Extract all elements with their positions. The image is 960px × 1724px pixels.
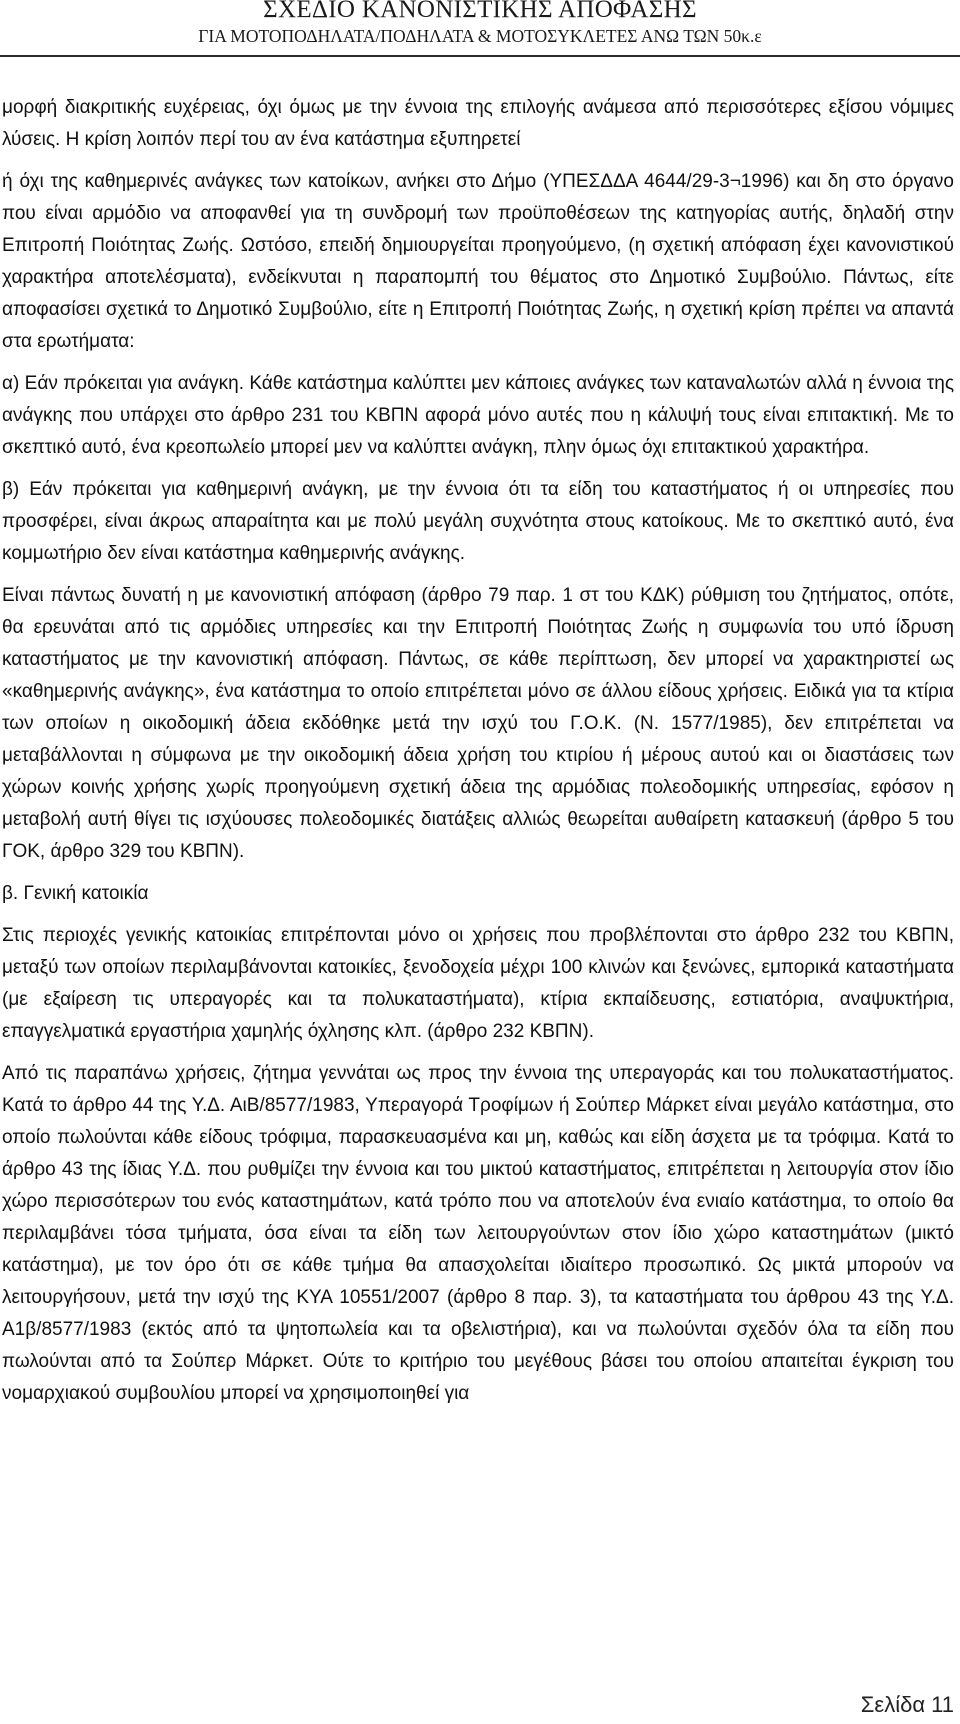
body-paragraph: β) Εάν πρόκειται για καθημερινή ανάγκη, με την έννοια ότι τα είδη του καταστήματος ή οι υπηρεσίες που προσφέρει, είναι άκρως απαραίτητα και με πολύ μεγάλη συχνότητα στους κατοίκους. Με το σκεπτικό αυτό, ένα κομμωτήριο δεν είναι κατάστημα καθημερινής ανάγκης. — [2, 479, 954, 564]
body-paragraph: Στις περιοχές γενικής κατοικίας επιτρέπονται μόνο οι χρήσεις που προβλέπονται στο άρθρο 232 του ΚΒΠΝ, μεταξύ των οποίων περιλαμβάνονται κατοικίες, ξενοδοχεία μέχρι 100 κλινών και ξενώνες, εμπορικά καταστήματα (με εξαίρεση τις υπεραγορές και τα πολυκαταστήματα), κτίρια εκπαίδευσης, εστιατόρια, αναψυκτήρια, επαγγελματικά εργαστήρια χαμηλής όχλησης κλπ. (άρθρο 232 ΚΒΠΝ). — [2, 925, 954, 1042]
body-paragraph: α) Εάν πρόκειται για ανάγκη. Κάθε κατάστημα καλύπτει μεν κάποιες ανάγκες των καταναλωτών αλλά η έννοια της ανάγκης που υπάρχει στο άρθρο 231 του ΚΒΠΝ αφορά μόνο αυτές που η κάλυψή τους είναι επιτακτική. Με το σκεπτικό αυτό, ένα κρεοπωλείο μπορεί μεν να καλύπτει ανάγκη, πλην όμως όχι επιτακτικού χαρακτήρα. — [2, 373, 954, 458]
header-divider — [0, 55, 960, 57]
document-subtitle: ΓΙΑ ΜΟΤΟΠΟΔΗΛΑΤΑ/ΠΟΔΗΛΑΤΑ & ΜΟΤΟΣΥΚΛΕΤΕΣ ΑΝΩ ΤΩΝ 50κ.ε — [198, 26, 762, 46]
body-paragraph: μορφή διακριτικής ευχέρειας, όχι όμως με την έννοια της επιλογής ανάμεσα από περισσότερες εξίσου νόμιμες λύσεις. Η κρίση λοιπόν περί του αν ένα κατάστημα εξυπηρετεί — [2, 97, 954, 150]
document-body — [2, 92, 954, 1420]
page-number: Σελίδα 11 — [860, 1692, 954, 1717]
body-paragraph: ή όχι της καθημερινές ανάγκες των κατοίκων, ανήκει στο Δήμο (ΥΠΕΣΔΔΑ 4644/29-3¬1996) και δη στο όργανο που είναι αρμόδιο να αποφανθεί για τη συνδρομή των προϋποθέσεων της κατηγορίας αυτής, δηλαδή στην Επιτροπή Ποιότητας Ζωής. Ωστόσο, επειδή δημιουργείται προηγούμενο, (η σχετική απόφαση έχει κανονιστικού χαρακτήρα αποτελέσματα), ενδείκνυται η παραπομπή του θέματος στο Δημοτικό Συμβούλιο. Πάντως, είτε αποφασίσει σχετικά το Δημοτικό Συμβούλιο, είτε η Επιτροπή Ποιότητας Ζωής, η σχετική κρίση πρέπει να απαντά στα ερωτήματα: — [2, 171, 954, 352]
body-paragraph: Από τις παραπάνω χρήσεις, ζήτημα γεννάται ως προς την έννοια της υπεραγοράς και του πολυκαταστήματος. Κατά το άρθρο 44 της Υ.Δ. ΑιΒ/8577/1983, Υπεραγορά Τροφίμων ή Σούπερ Μάρκετ είναι μεγάλο κατάστημα, στο οποίο πωλούνται κάθε είδους τρόφιμα, παρασκευασμένα και μη, καθώς και είδη άσχετα με τα τρόφιμα. Κατά το άρθρο 43 της ίδιας Υ.Δ. που ρυθμίζει την έννοια και του μικτού καταστήματος, επιτρέπεται η λειτουργία στον ίδιο χώρο περισσότερων του ενός καταστημάτων, κατά τρόπο που να αποτελούν ένα ενιαίο κατάστημα, το οποίο θα περιλαμβάνει τόσα τμήματα, όσα είναι τα είδη των λειτουργούντων στον ίδιο χώρο καταστημάτων (μικτό κατάστημα), με τον όρο ότι σε κάθε τμήμα θα απασχολείται ιδιαίτερο προσωπικό. Ως μικτά μπορούν να λειτουργήσουν, μετά την ισχύ της ΚΥΑ 10551/2007 (άρθρο 8 παρ. 3), τα καταστήματα του άρθρου 43 της Υ.Δ. Α1β/8577/1983 (εκτός από τα ψητοπωλεία και τα οβελιστήρια), και να πωλούνται σχεδόν όλα τα είδη που πωλούνται από τα Σούπερ Μάρκετ. Ούτε το κριτήριο του μεγέθους βάσει του οποίου απαιτείται έγκριση του νομαρχιακού συμβουλίου μπορεί να χρησιμοποιηθεί για — [2, 1063, 954, 1404]
page-header — [0, 0, 960, 47]
section-heading: β. Γενική κατοικία — [2, 883, 149, 904]
document-title: ΣΧΕΔΙΟ ΚΑΝΟΝΙΣΤΙΚΗΣ ΑΠΟΦΑΣΗΣ — [263, 0, 697, 23]
body-paragraph: Είναι πάντως δυνατή η με κανονιστική απόφαση (άρθρο 79 παρ. 1 στ του ΚΔΚ) ρύθμιση του ζητήματος, οπότε, θα ερευνάται από τις αρμόδιες υπηρεσίες και την Επιτροπή Ποιότητας Ζωής η συμφωνία του υπό ίδρυση καταστήματος με την κανονιστική απόφαση. Πάντως, σε κάθε περίπτωση, δεν μπορεί να χαρακτηριστεί ως «καθημερινής ανάγκης», ένα κατάστημα το οποίο επιτρέπεται μόνο σε άλλου είδους χρήσεις. Ειδικά για τα κτίρια των οποίων η οικοδομική άδεια εκδόθηκε μετά την ισχύ του Γ.Ο.Κ. (Ν. 1577/1985), δεν επιτρέπεται να μεταβάλλονται η σύμφωνα με την οικοδομική άδεια χρήση του κτιρίου ή μέρους αυτού και οι διαστάσεις των χώρων κοινής χρήσης χωρίς προηγούμενη σχετική άδεια της αρμόδιας πολεοδομικής υπηρεσίας, εφόσον η μεταβολή αυτή θίγει τις ισχύουσες πολεοδομικές διατάξεις αλλιώς θεωρείται αυθαίρετη κατασκευή (άρθρο 5 του ΓΟΚ, άρθρο 329 του ΚΒΠΝ). — [2, 585, 954, 862]
